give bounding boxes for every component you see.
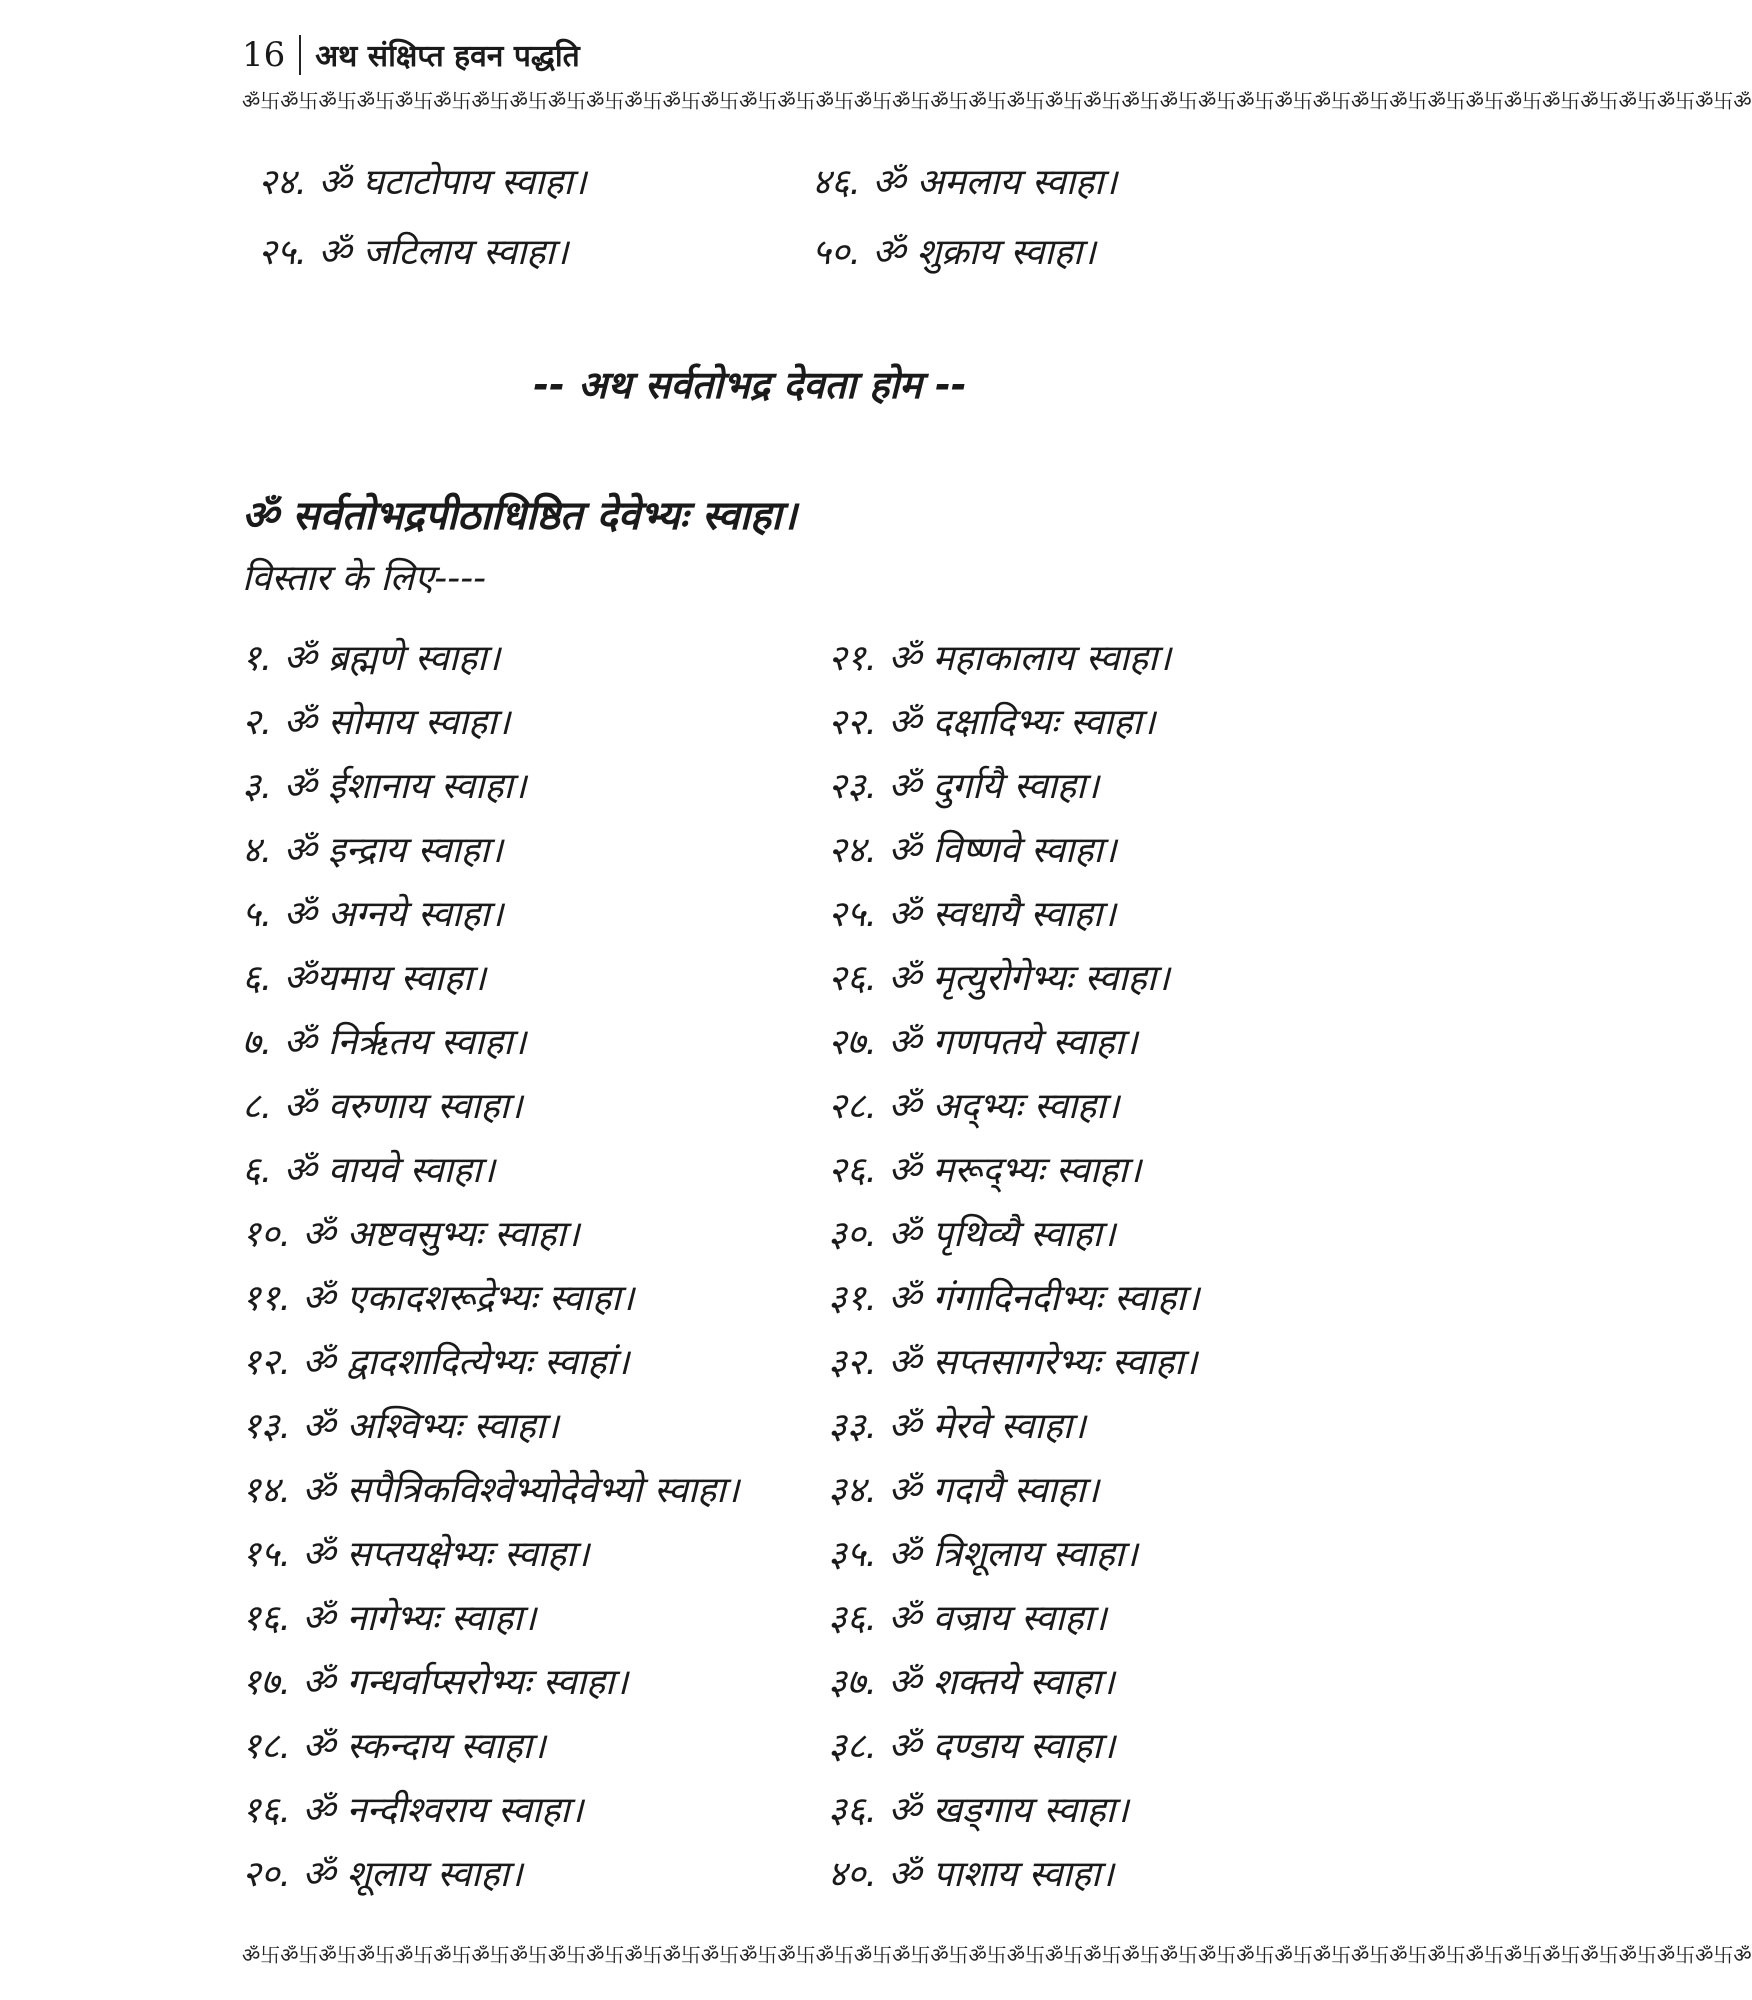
list-item: २०. ॐ शूलाय स्वाहा। — [242, 1854, 523, 1895]
list-item: ३३. ॐ मेरवे स्वाहा। — [828, 1406, 1086, 1447]
list-item: ३६. ॐ खड्गाय स्वाहा। — [828, 1790, 1129, 1831]
list-item: ७. ॐ निर्ऋतय स्वाहा। — [242, 1022, 527, 1063]
list-item: ५. ॐ अग्नये स्वाहा। — [242, 894, 504, 935]
header-divider — [299, 35, 301, 75]
list-item: १४. ॐ सपैत्रिकविश्वेभ्योदेवेभ्यो स्वाहा। — [242, 1470, 740, 1511]
list-item: १३. ॐ अश्विभ्यः स्वाहा। — [242, 1406, 559, 1447]
list-item: २५. ॐ स्वधायै स्वाहा। — [828, 894, 1116, 935]
list-item: ६. ॐयमाय स्वाहा। — [242, 958, 486, 999]
list-item: १७. ॐ गन्धर्वाप्सरोभ्यः स्वाहा। — [242, 1662, 629, 1703]
list-item: १६. ॐ नन्दीश्वराय स्वाहा। — [242, 1790, 584, 1831]
list-item: ३५. ॐ त्रिशूलाय स्वाहा। — [828, 1534, 1138, 1575]
list-item: २८. ॐ अद्भ्यः स्वाहा। — [828, 1086, 1120, 1127]
list-item: २६. ॐ मरूद्भ्यः स्वाहा। — [828, 1150, 1142, 1191]
list-item: १०. ॐ अष्टवसुभ्यः स्वाहा। — [242, 1214, 580, 1255]
list-item: २२. ॐ दक्षादिभ्यः स्वाहा। — [828, 702, 1156, 743]
page-number: 16 — [242, 34, 286, 75]
prev-item-right-1: ४६. ॐ अमलाय स्वाहा। — [812, 162, 1118, 203]
subtitle: विस्तार के लिए---- — [242, 558, 487, 599]
list-item: ३८. ॐ दण्डाय स्वाहा। — [828, 1726, 1116, 1767]
list-item: १२. ॐ द्वादशादित्येभ्यः स्वाहां। — [242, 1342, 630, 1383]
list-item: ३१. ॐ गंगादिनदीभ्यः स्वाहा। — [828, 1278, 1200, 1319]
list-item: ३४. ॐ गदायै स्वाहा। — [828, 1470, 1100, 1511]
list-item: १. ॐ ब्रह्मणे स्वाहा। — [242, 638, 501, 679]
page-header — [242, 34, 580, 75]
list-item: २१. ॐ महाकालाय स्वाहा। — [828, 638, 1172, 679]
list-item: ४०. ॐ पाशाय स्वाहा। — [828, 1854, 1114, 1895]
list-item: २६. ॐ मृत्युरोगेभ्यः स्वाहा। — [828, 958, 1170, 999]
header-title: अथ संक्षिप्त हवन पद्धति — [315, 39, 580, 74]
list-item: ११. ॐ एकादशरूद्रेभ्यः स्वाहा। — [242, 1278, 635, 1319]
section-heading: -- अथ सर्वतोभद्र देवता होम -- — [533, 363, 967, 407]
list-item: ३७. ॐ शक्तये स्वाहा। — [828, 1662, 1115, 1703]
list-item: ३. ॐ ईशानाय स्वाहा। — [242, 766, 527, 807]
list-item: ३२. ॐ सप्तसागरेभ्यः स्वाहा। — [828, 1342, 1198, 1383]
list-item: ६. ॐ वायवे स्वाहा। — [242, 1150, 496, 1191]
prev-item-right-2: ५०. ॐ शुक्राय स्वाहा। — [812, 232, 1096, 273]
list-item: १८. ॐ स्कन्दाय स्वाहा। — [242, 1726, 546, 1767]
list-item: १६. ॐ नागेभ्यः स्वाहा। — [242, 1598, 537, 1639]
list-item: ४. ॐ इन्द्राय स्वाहा। — [242, 830, 503, 871]
list-item: २३. ॐ दुर्गायै स्वाहा। — [828, 766, 1100, 807]
prev-item-left-2: २५. ॐ जटिलाय स्वाहा। — [258, 232, 569, 273]
top-om-swastika-border: ॐ卐ॐ卐ॐ卐ॐ卐ॐ卐ॐ卐ॐ卐ॐ卐ॐ卐ॐ卐ॐ卐ॐ卐ॐ卐ॐ卐ॐ卐ॐ卐ॐ卐ॐ卐ॐ卐ॐ卐ॐ卐ॐ卐ॐ卐ॐ卐ॐ卐ॐ卐ॐ卐ॐ卐ॐ卐ॐ卐ॐ卐ॐ卐ॐ卐ॐ卐ॐ卐ॐ卐ॐ卐ॐ卐ॐ卐ॐ — [242, 89, 1752, 113]
list-item: २४. ॐ विष्णवे स्वाहा। — [828, 830, 1117, 871]
main-mantra: ॐ सर्वतोभद्रपीठाधिष्ठित देवेभ्यः स्वाहा। — [242, 493, 797, 539]
list-item: ३६. ॐ वज्राय स्वाहा। — [828, 1598, 1107, 1639]
list-item: ३०. ॐ पृथिव्यै स्वाहा। — [828, 1214, 1116, 1255]
prev-item-left-1: २४. ॐ घटाटोपाय स्वाहा। — [258, 162, 587, 203]
list-item: ८. ॐ वरुणाय स्वाहा। — [242, 1086, 523, 1127]
list-item: २७. ॐ गणपतये स्वाहा। — [828, 1022, 1138, 1063]
list-item: १५. ॐ सप्तयक्षेभ्यः स्वाहा। — [242, 1534, 590, 1575]
list-item: २. ॐ सोमाय स्वाहा। — [242, 702, 511, 743]
bottom-om-swastika-border: ॐ卐ॐ卐ॐ卐ॐ卐ॐ卐ॐ卐ॐ卐ॐ卐ॐ卐ॐ卐ॐ卐ॐ卐ॐ卐ॐ卐ॐ卐ॐ卐ॐ卐ॐ卐ॐ卐ॐ卐ॐ卐ॐ卐ॐ卐ॐ卐ॐ卐ॐ卐ॐ卐ॐ卐ॐ卐ॐ卐ॐ卐ॐ卐ॐ卐ॐ卐ॐ卐ॐ卐ॐ卐ॐ卐ॐ卐ॐ — [242, 1943, 1752, 1967]
